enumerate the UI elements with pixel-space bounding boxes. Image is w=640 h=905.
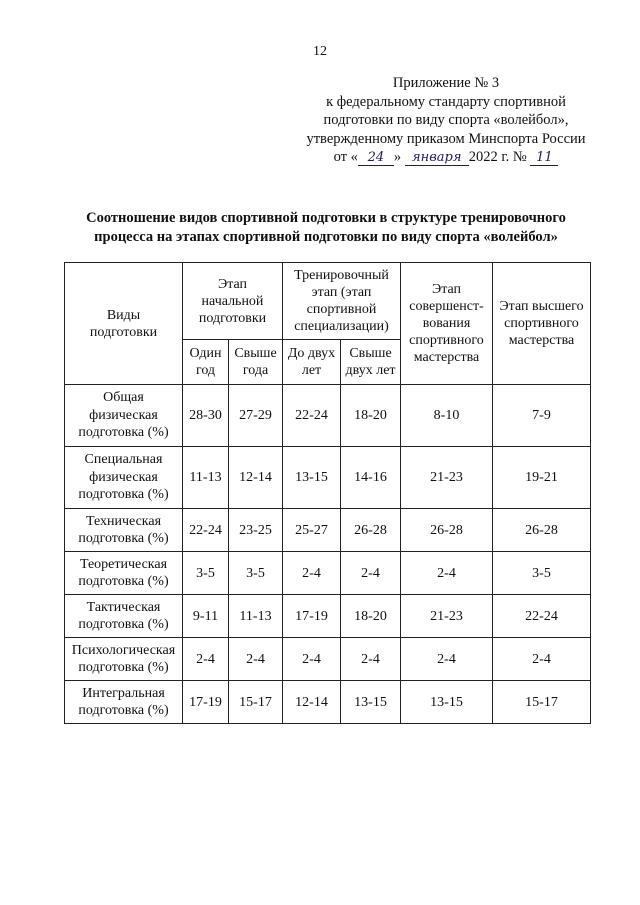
header-text: специализации): [294, 319, 389, 334]
table-row: [65, 595, 591, 638]
header-text: вования: [422, 316, 471, 331]
row-label-line: Тактическая: [86, 599, 161, 615]
value-cell: 14-16: [341, 447, 401, 509]
table-row: [65, 681, 591, 724]
header-stage-training: [283, 263, 401, 340]
value-cell: 11-13: [229, 595, 283, 638]
date-quote-close: »: [393, 149, 402, 165]
value-cell: 18-20: [341, 595, 401, 638]
header-text: мастерства: [413, 350, 480, 365]
row-label-line: Специальная: [84, 452, 163, 468]
value-cell: 17-19: [183, 681, 229, 724]
header-text: Свыше: [234, 346, 277, 361]
value-cell: 21-23: [401, 447, 493, 509]
value-cell: 22-24: [283, 385, 341, 447]
appendix-line: подготовки по виду спорта «волейбол»,: [323, 112, 569, 128]
handwritten-day: 24: [358, 151, 394, 166]
value-cell: 2-4: [401, 552, 493, 595]
header-text: совершенст-: [409, 299, 484, 314]
value-cell: 2-4: [183, 638, 229, 681]
training-ratio-table: [64, 262, 591, 724]
header-text: спортивной: [306, 302, 377, 317]
value-cell: 2-4: [283, 638, 341, 681]
value-cell: 7-9: [493, 385, 591, 447]
header-text: Этап: [217, 276, 248, 292]
header-text: Тренировочный: [294, 268, 389, 283]
header-text: двух лет: [345, 363, 396, 378]
table-row: [65, 638, 591, 681]
value-cell: 15-17: [229, 681, 283, 724]
row-label-line: Психологическая: [71, 642, 176, 658]
value-cell: 2-4: [229, 638, 283, 681]
title-line: Соотношение видов спортивной подготовки в структуре тренировочного: [86, 210, 566, 226]
subheader-upto-two-years: [283, 340, 341, 385]
header-types: [65, 263, 183, 385]
value-cell: 22-24: [183, 509, 229, 552]
order-date-line: [300, 148, 592, 167]
table-row: [65, 552, 591, 595]
value-cell: 25-27: [283, 509, 341, 552]
value-cell: 13-15: [341, 681, 401, 724]
value-cell: 17-19: [283, 595, 341, 638]
row-label: [65, 552, 183, 595]
row-label: [65, 509, 183, 552]
header-stage-initial: [183, 263, 283, 340]
row-label: [65, 447, 183, 509]
header-text: Этап: [431, 282, 462, 297]
row-label-line: физическая: [89, 469, 158, 485]
row-label-line: подготовка (%): [78, 487, 169, 503]
header-text: Виды: [106, 307, 141, 323]
value-cell: 28-30: [183, 385, 229, 447]
value-cell: 18-20: [341, 385, 401, 447]
handwritten-order-number: 11: [530, 151, 558, 166]
row-label-line: подготовка (%): [78, 531, 169, 546]
row-label-line: Теоретическая: [79, 556, 168, 572]
header-text: год: [195, 363, 216, 378]
header-text: начальной: [201, 293, 264, 309]
header-text: подготовки: [198, 310, 267, 326]
value-cell: 3-5: [229, 552, 283, 595]
subheader-over-two-years: [341, 340, 401, 385]
value-cell: 12-14: [229, 447, 283, 509]
row-label-line: подготовка (%): [78, 617, 169, 632]
value-cell: 13-15: [283, 447, 341, 509]
value-cell: 11-13: [183, 447, 229, 509]
header-text: Этап высшего: [499, 299, 584, 314]
value-cell: 9-11: [183, 595, 229, 638]
row-label: [65, 595, 183, 638]
header-text: спортивного: [409, 333, 484, 348]
header-text: мастерства: [508, 333, 575, 348]
value-cell: 21-23: [401, 595, 493, 638]
value-cell: 26-28: [401, 509, 493, 552]
header-text: лет: [301, 363, 322, 378]
header-text: подготовки: [89, 324, 158, 340]
date-prefix: от «: [333, 149, 358, 165]
value-cell: 26-28: [341, 509, 401, 552]
value-cell: 3-5: [183, 552, 229, 595]
value-cell: 26-28: [493, 509, 591, 552]
value-cell: 2-4: [493, 638, 591, 681]
date-year: 2022 г. №: [468, 149, 527, 165]
header-text: спортивного: [504, 316, 579, 331]
document-title: [70, 209, 582, 247]
title-line: процесса на этапах спортивной подготовки по виду спорта «волейбол»: [94, 229, 558, 245]
appendix-line: утвержденному приказом Минспорта России: [306, 130, 586, 147]
value-cell: 8-10: [401, 385, 493, 447]
header-text: Один: [189, 346, 222, 361]
value-cell: 15-17: [493, 681, 591, 724]
handwritten-month: января: [405, 151, 469, 166]
table-body: [65, 385, 591, 724]
value-cell: 12-14: [283, 681, 341, 724]
appendix-line: к федеральному стандарту спортивной: [326, 93, 566, 110]
row-label-line: физическая: [89, 407, 158, 423]
subheader-over-year: [229, 340, 283, 385]
appendix-line: Приложение № 3: [392, 75, 500, 91]
page-number: 12: [313, 44, 327, 59]
header-text: этап (этап: [311, 285, 372, 300]
value-cell: 23-25: [229, 509, 283, 552]
value-cell: 2-4: [283, 552, 341, 595]
table-row: [65, 509, 591, 552]
row-label-line: подготовка (%): [78, 703, 169, 718]
subheader-one-year: [183, 340, 229, 385]
value-cell: 2-4: [401, 638, 493, 681]
row-label: [65, 681, 183, 724]
row-label-line: подготовка (%): [78, 574, 169, 589]
header-text: года: [242, 363, 269, 378]
value-cell: 2-4: [341, 552, 401, 595]
value-cell: 19-21: [493, 447, 591, 509]
table-row: [65, 385, 591, 447]
value-cell: 3-5: [493, 552, 591, 595]
row-label-line: Интегральная: [82, 685, 165, 701]
header-stage-improvement: [401, 263, 493, 385]
row-label: [65, 638, 183, 681]
appendix-block: [300, 74, 592, 167]
value-cell: 2-4: [341, 638, 401, 681]
value-cell: 13-15: [401, 681, 493, 724]
row-label-line: подготовка (%): [78, 425, 169, 441]
row-label: [65, 385, 183, 447]
table-row: [65, 447, 591, 509]
value-cell: 27-29: [229, 385, 283, 447]
row-label-line: Общая: [103, 390, 144, 406]
value-cell: 22-24: [493, 595, 591, 638]
row-label-line: подготовка (%): [78, 660, 169, 675]
header-text: Свыше: [349, 346, 392, 361]
header-stage-highest: [493, 263, 591, 385]
header-text: До двух: [287, 346, 336, 361]
row-label-line: Техническая: [85, 513, 162, 529]
